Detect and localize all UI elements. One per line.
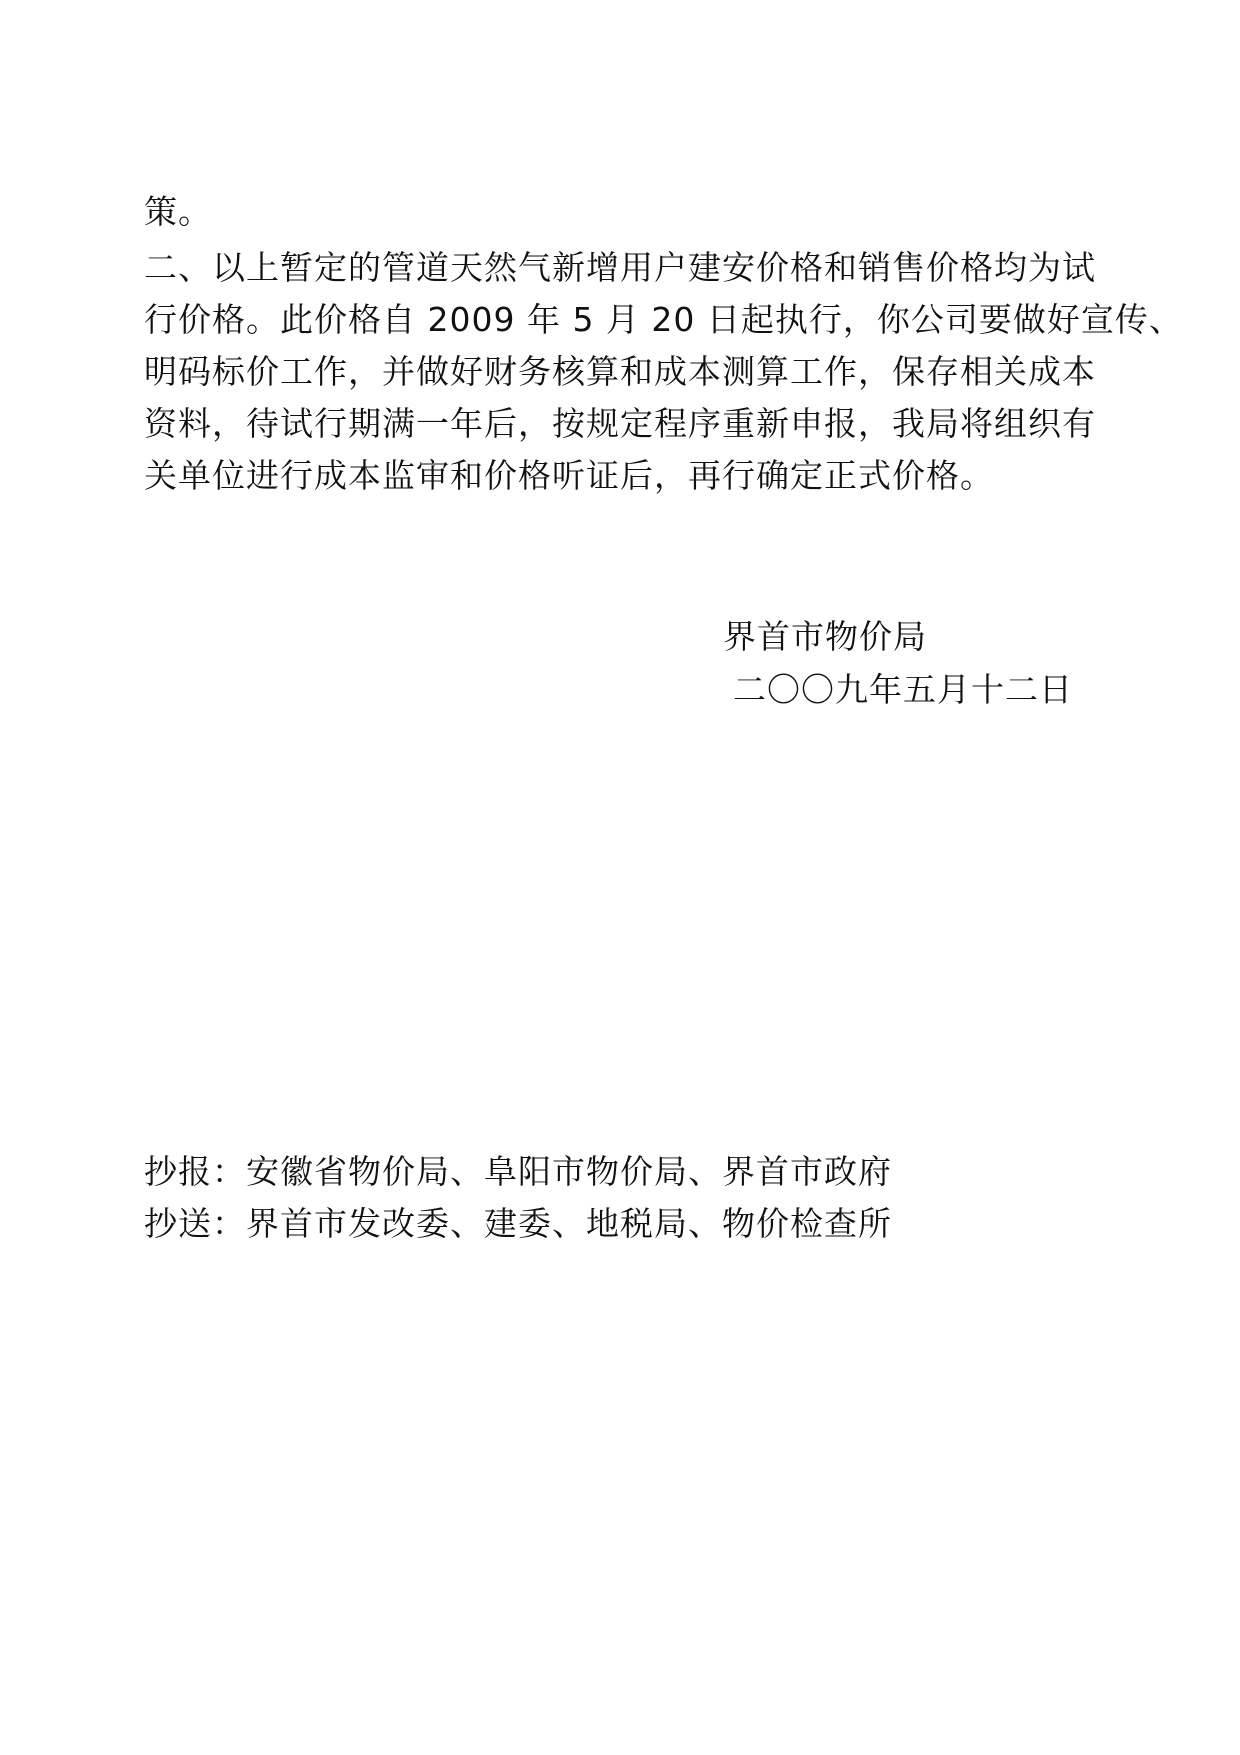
copy-to-line: 抄送：界首市发改委、建委、地税局、物价检查所 — [144, 1204, 892, 1243]
body-line-6: 关单位进行成本监审和价格听证后，再行确定正式价格。 — [144, 456, 994, 495]
body-line-3: 行价格。此价格自 2009 年 5 月 20 日起执行，你公司要做好宣传、 — [144, 300, 1183, 339]
signature-organization: 界首市物价局 — [723, 617, 927, 656]
body-line-2: 二、以上暂定的管道天然气新增用户建安价格和销售价格均为试 — [144, 248, 1096, 287]
signature-date: 二〇〇九年五月十二日 — [733, 670, 1073, 709]
report-to-line: 抄报：安徽省物价局、阜阳市物价局、界首市政府 — [144, 1152, 892, 1191]
body-line-4: 明码标价工作，并做好财务核算和成本测算工作，保存相关成本 — [144, 352, 1096, 391]
body-line-1: 策。 — [144, 192, 212, 231]
body-line-5: 资料，待试行期满一年后，按规定程序重新申报，我局将组织有 — [144, 404, 1096, 443]
